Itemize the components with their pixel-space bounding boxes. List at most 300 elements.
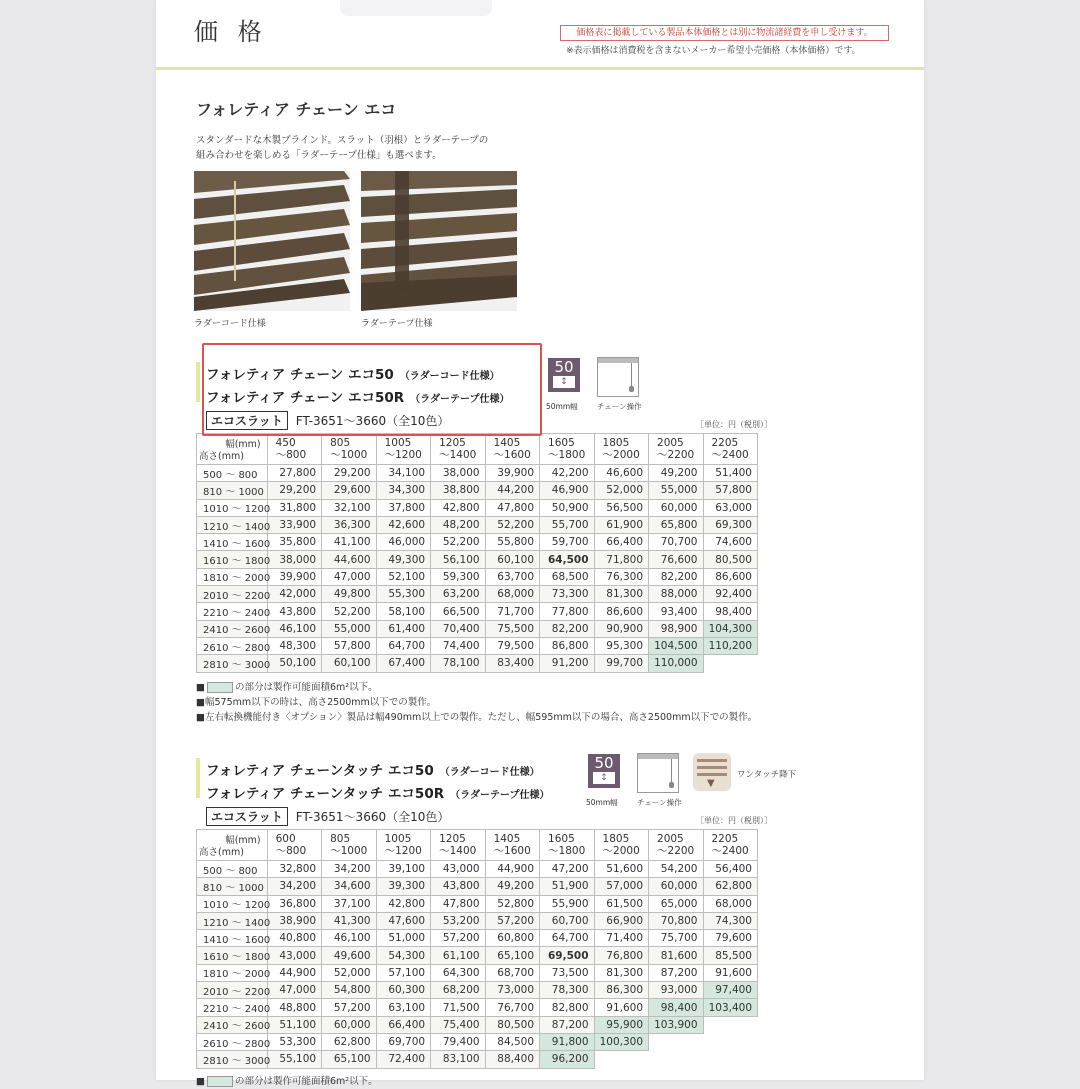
- price-cell: 63,000: [703, 499, 758, 516]
- table-row: [197, 930, 758, 947]
- price-cell: 71,400: [594, 930, 648, 947]
- width-column-header: 1005 ～1200: [376, 830, 430, 861]
- price-cell: 78,300: [540, 982, 594, 999]
- price-cell: 54,300: [376, 947, 430, 964]
- price-cell: 90,900: [594, 620, 648, 637]
- height-row-header: 2010 ～ 2200: [197, 982, 268, 999]
- price-cell: 99,700: [594, 655, 648, 672]
- price-cell: 91,600: [703, 964, 758, 981]
- page-title: 価 格: [194, 18, 268, 46]
- price-cell: 61,900: [594, 516, 648, 533]
- height-row-header: 810 ～ 1000: [197, 482, 268, 499]
- price-cell: 40,800: [267, 930, 321, 947]
- price-cell: 43,800: [431, 878, 485, 895]
- table-row: [197, 861, 758, 878]
- price-cell: 27,800: [267, 465, 321, 482]
- price-cell: 60,000: [649, 499, 703, 516]
- price-cell: 47,800: [485, 499, 539, 516]
- price-cell: 54,200: [649, 861, 703, 878]
- product2-line2-sub: （ラダーテープ仕様）: [450, 790, 550, 801]
- chain-icon-caption: チェーン操作: [637, 798, 682, 807]
- width-column-header: 1805 ～2000: [594, 434, 648, 465]
- price-cell: 79,400: [431, 1033, 485, 1050]
- price-cell: 73,300: [540, 586, 594, 603]
- price-cell: 52,200: [431, 534, 485, 551]
- price-cell: 52,000: [322, 964, 376, 981]
- price-cell: 60,800: [485, 930, 539, 947]
- price-cell: 57,800: [703, 482, 758, 499]
- slat-badge: エコスラット: [206, 807, 288, 826]
- icon-num: 50: [594, 754, 614, 772]
- height-row-header: 1210 ～ 1400: [197, 912, 268, 929]
- width-column-header: 805 ～1000: [322, 434, 376, 465]
- price-cell: 59,700: [540, 534, 594, 551]
- price-cell: 64,500: [540, 551, 594, 568]
- table-header-row: [197, 434, 758, 465]
- height-axis-label: 高さ(mm): [199, 847, 244, 858]
- header-divider: [156, 67, 924, 70]
- width-column-header: 1205 ～1400: [431, 830, 485, 861]
- table-row: [197, 499, 758, 516]
- price-cell: 42,200: [540, 465, 594, 482]
- price-cell: 59,300: [431, 568, 485, 585]
- price-cell: 84,500: [485, 1033, 539, 1050]
- price-cell: 42,800: [376, 895, 430, 912]
- width-icon-caption: 50mm幅: [586, 798, 618, 807]
- price-cell: 47,200: [540, 861, 594, 878]
- product1-notes: [196, 680, 757, 725]
- slat-code: FT-3651～3660（全10色）: [295, 810, 450, 824]
- price-cell: 46,100: [267, 620, 321, 637]
- price-cell: 54,800: [322, 982, 376, 999]
- price-cell: 51,900: [540, 878, 594, 895]
- height-row-header: 1010 ～ 1200: [197, 895, 268, 912]
- price-cell: 86,600: [594, 603, 648, 620]
- price-cell: 60,100: [485, 551, 539, 568]
- price-cell: 52,200: [485, 516, 539, 533]
- price-cell: 86,800: [540, 637, 594, 654]
- price-cell: 46,100: [322, 930, 376, 947]
- price-cell: 61,100: [431, 947, 485, 964]
- product2-name-tape: [206, 782, 550, 802]
- width-icon-caption: 50mm幅: [546, 402, 578, 411]
- width-column-header: 1405 ～1600: [485, 434, 539, 465]
- price-cell: 69,500: [540, 947, 594, 964]
- section-description: [196, 133, 488, 163]
- price-cell: 68,700: [485, 964, 539, 981]
- price-cell: 77,800: [540, 603, 594, 620]
- ladder-tape-photo: [361, 171, 517, 311]
- price-cell: 49,300: [376, 551, 430, 568]
- price-cell: [703, 655, 758, 672]
- price-cell: 104,300: [703, 620, 758, 637]
- price-cell: 79,500: [485, 637, 539, 654]
- price-cell: 49,200: [649, 465, 703, 482]
- height-row-header: 1210 ～ 1400: [197, 516, 268, 533]
- height-row-header: 500 ～ 800: [197, 861, 268, 878]
- price-cell: 55,000: [322, 620, 376, 637]
- price-cell: 86,300: [594, 982, 648, 999]
- price-cell: 60,000: [322, 1016, 376, 1033]
- table-row: [197, 637, 758, 654]
- touch-icon-caption: ワンタッチ降下: [737, 770, 797, 780]
- price-cell: 42,000: [267, 586, 321, 603]
- price-cell: 76,700: [485, 999, 539, 1016]
- price-cell: 55,300: [376, 586, 430, 603]
- price-cell: 38,800: [431, 482, 485, 499]
- price-cell: 75,400: [431, 1016, 485, 1033]
- height-row-header: 2410 ～ 2600: [197, 1016, 268, 1033]
- price-cell: 80,500: [485, 1016, 539, 1033]
- table-row: [197, 534, 758, 551]
- price-cell: 63,100: [376, 999, 430, 1016]
- price-cell: 60,700: [540, 912, 594, 929]
- note-option: ■左右転換機能付き〈オプション〉製品は幅490mm以上での製作。ただし、幅595mm以下の場合、高さ2500mm以下での製作。: [196, 712, 758, 723]
- slat-bar-shape: [697, 759, 727, 762]
- price-cell: 60,300: [376, 982, 430, 999]
- price-cell: 41,100: [322, 534, 376, 551]
- price-cell: 81,300: [594, 964, 648, 981]
- table-row: [197, 964, 758, 981]
- price-cell: 51,000: [376, 930, 430, 947]
- price-cell: 29,600: [322, 482, 376, 499]
- price-cell: [649, 1051, 703, 1068]
- price-cell: 52,100: [376, 568, 430, 585]
- product2-accent: [196, 758, 200, 798]
- width-column-header: 1805 ～2000: [594, 830, 648, 861]
- price-cell: 75,700: [649, 930, 703, 947]
- logistics-notice: 価格表に掲載している製品本体価格とは別に物流諸経費を申し受けます。: [560, 25, 889, 41]
- table-header-row: [197, 830, 758, 861]
- price-cell: 66,500: [431, 603, 485, 620]
- price-cell: 98,400: [649, 999, 703, 1016]
- price-cell: 57,200: [322, 999, 376, 1016]
- price-cell: 71,500: [431, 999, 485, 1016]
- price-cell: 64,300: [431, 964, 485, 981]
- price-cell: 55,000: [649, 482, 703, 499]
- width-column-header: 805 ～1000: [322, 830, 376, 861]
- table-row: [197, 516, 758, 533]
- price-cell: 63,700: [485, 568, 539, 585]
- chain-operation-icon: [597, 357, 639, 397]
- product1-accent: [196, 362, 200, 402]
- price-cell: 53,300: [267, 1033, 321, 1050]
- height-row-header: 2210 ～ 2400: [197, 603, 268, 620]
- price-cell: 29,200: [322, 465, 376, 482]
- price-cell: [703, 1033, 758, 1050]
- price-cell: 50,100: [267, 655, 321, 672]
- product2-line1: フォレティア チェーンタッチ エコ50: [206, 763, 434, 779]
- height-row-header: 1810 ～ 2000: [197, 964, 268, 981]
- price-cell: 68,500: [540, 568, 594, 585]
- price-cell: 46,000: [376, 534, 430, 551]
- price-cell: 51,400: [703, 465, 758, 482]
- price-cell: 68,200: [431, 982, 485, 999]
- width-column-header: 2205 ～2400: [703, 830, 758, 861]
- price-cell: 63,200: [431, 586, 485, 603]
- price-cell: 33,900: [267, 516, 321, 533]
- table-row: [197, 568, 758, 585]
- price-cell: 68,000: [485, 586, 539, 603]
- price-cell: 73,500: [540, 964, 594, 981]
- price-cell: 78,100: [431, 655, 485, 672]
- height-row-header: 2610 ～ 2800: [197, 637, 268, 654]
- table-row: [197, 982, 758, 999]
- table-row: [197, 947, 758, 964]
- price-cell: 61,500: [594, 895, 648, 912]
- table-row: [197, 586, 758, 603]
- width-50mm-icon: [548, 358, 580, 392]
- width-column-header: 2205 ～2400: [703, 434, 758, 465]
- product2-notes: [196, 1074, 378, 1089]
- price-cell: 55,700: [540, 516, 594, 533]
- width-column-header: 1605 ～1800: [540, 830, 594, 861]
- price-cell: 56,100: [431, 551, 485, 568]
- height-row-header: 1610 ～ 1800: [197, 551, 268, 568]
- icon-num: 50: [554, 358, 574, 376]
- price-cell: 76,800: [594, 947, 648, 964]
- note-text: の部分は製作可能面積6m²以下。: [234, 1076, 378, 1087]
- photo-caption-cord: ラダーコード仕様: [194, 319, 266, 329]
- height-row-header: 2810 ～ 3000: [197, 1051, 268, 1068]
- price-cell: 47,000: [267, 982, 321, 999]
- double-arrow-icon: ↕: [553, 376, 575, 388]
- height-row-header: 1010 ～ 1200: [197, 499, 268, 516]
- width-axis-label: 幅(mm): [225, 835, 261, 846]
- price-cell: 71,700: [485, 603, 539, 620]
- price-cell: 92,400: [703, 586, 758, 603]
- price-cell: 58,100: [376, 603, 430, 620]
- table-row: [197, 655, 758, 672]
- price-cell: 95,900: [594, 1016, 648, 1033]
- price-cell: 66,400: [376, 1016, 430, 1033]
- width-column-header: 1205 ～1400: [431, 434, 485, 465]
- desc-line: 組み合わせを楽しめる「ラダーテープ仕様」も選べます。: [196, 150, 442, 161]
- price-cell: 46,600: [594, 465, 648, 482]
- price-cell: 64,700: [376, 637, 430, 654]
- height-axis-label: 高さ(mm): [199, 451, 244, 462]
- price-cell: 65,000: [649, 895, 703, 912]
- price-cell: 95,300: [594, 637, 648, 654]
- price-cell: 65,100: [485, 947, 539, 964]
- price-cell: 88,000: [649, 586, 703, 603]
- width-column-header: 450 ～800: [267, 434, 321, 465]
- price-cell: 82,200: [540, 620, 594, 637]
- price-cell: 65,100: [322, 1051, 376, 1068]
- unit-label: ［単位：円（税別）］: [696, 816, 772, 825]
- height-row-header: 1410 ～ 1600: [197, 930, 268, 947]
- price-cell: 56,500: [594, 499, 648, 516]
- note-area: ■ の部分は製作可能面積6m²以下。: [196, 682, 378, 693]
- width-column-header: 1005 ～1200: [376, 434, 430, 465]
- price-cell: 50,900: [540, 499, 594, 516]
- width-column-header: 1605 ～1800: [540, 434, 594, 465]
- price-cell: 32,100: [322, 499, 376, 516]
- highlight-box: [202, 343, 542, 436]
- price-cell: 42,800: [431, 499, 485, 516]
- headrail-shape: [638, 754, 678, 759]
- ladder-cord-photo: [194, 171, 350, 311]
- price-cell: 49,800: [322, 586, 376, 603]
- height-row-header: 1810 ～ 2000: [197, 568, 268, 585]
- price-cell: 82,800: [540, 999, 594, 1016]
- price-cell: 110,200: [703, 637, 758, 654]
- table-row: [197, 1051, 758, 1068]
- green-legend-swatch: [207, 682, 233, 693]
- price-cell: 49,200: [485, 878, 539, 895]
- width-column-header: 600 ～800: [267, 830, 321, 861]
- table-row: [197, 603, 758, 620]
- price-cell: 64,700: [540, 930, 594, 947]
- price-cell: 48,300: [267, 637, 321, 654]
- product2-line1-sub: （ラダーコード仕様）: [439, 767, 540, 778]
- price-cell: 91,600: [594, 999, 648, 1016]
- tax-note: ※表示価格は消費税を含まないメーカー希望小売価格（本体価格）です。: [566, 46, 861, 56]
- slat-bar-shape: [697, 766, 727, 769]
- price-cell: 43,800: [267, 603, 321, 620]
- height-row-header: 500 ～ 800: [197, 465, 268, 482]
- price-cell: [649, 1033, 703, 1050]
- price-cell: 57,800: [322, 637, 376, 654]
- price-cell: 42,600: [376, 516, 430, 533]
- price-table-chain-touch-eco: [196, 829, 758, 1069]
- product2-slat: [206, 807, 449, 826]
- price-cell: 46,900: [540, 482, 594, 499]
- price-cell: 65,800: [649, 516, 703, 533]
- chain-shape: [671, 759, 672, 783]
- table-corner-cell: [197, 434, 268, 465]
- price-cell: 62,800: [322, 1033, 376, 1050]
- price-cell: 110,000: [649, 655, 703, 672]
- price-cell: 32,800: [267, 861, 321, 878]
- price-cell: 47,800: [431, 895, 485, 912]
- price-cell: 29,200: [267, 482, 321, 499]
- chain-knob-shape: [629, 386, 634, 392]
- price-cell: 79,600: [703, 930, 758, 947]
- table-row: [197, 878, 758, 895]
- price-cell: 97,400: [703, 982, 758, 999]
- width-column-header: 2005 ～2200: [649, 830, 703, 861]
- price-cell: 57,100: [376, 964, 430, 981]
- chain-knob-shape: [669, 782, 674, 788]
- note-text: の部分は製作可能面積6m²以下。: [234, 682, 378, 693]
- price-cell: 98,900: [649, 620, 703, 637]
- section-title: フォレティア チェーン エコ: [196, 100, 397, 119]
- price-cell: 44,200: [485, 482, 539, 499]
- price-cell: 56,400: [703, 861, 758, 878]
- height-row-header: 2410 ～ 2600: [197, 620, 268, 637]
- chain-shape: [631, 363, 632, 387]
- height-row-header: 2210 ～ 2400: [197, 999, 268, 1016]
- price-cell: 72,400: [376, 1051, 430, 1068]
- price-cell: 48,800: [267, 999, 321, 1016]
- price-cell: 74,600: [703, 534, 758, 551]
- price-cell: 81,600: [649, 947, 703, 964]
- price-cell: 57,200: [431, 930, 485, 947]
- product1-line2-sub: （ラダーテープ仕様）: [410, 394, 510, 405]
- price-cell: 48,200: [431, 516, 485, 533]
- double-arrow-icon: ↕: [593, 772, 615, 784]
- price-cell: 57,000: [594, 878, 648, 895]
- price-cell: 43,000: [267, 947, 321, 964]
- price-cell: 43,000: [431, 861, 485, 878]
- product1-line1: フォレティア チェーン エコ50: [206, 367, 394, 383]
- photo-caption-tape: ラダーテープ仕様: [361, 319, 433, 329]
- price-cell: 70,400: [431, 620, 485, 637]
- price-cell: 36,800: [267, 895, 321, 912]
- height-row-header: 1610 ～ 1800: [197, 947, 268, 964]
- width-column-header: 2005 ～2200: [649, 434, 703, 465]
- price-cell: 91,800: [540, 1033, 594, 1050]
- price-cell: 49,600: [322, 947, 376, 964]
- price-cell: 68,000: [703, 895, 758, 912]
- price-cell: 81,300: [594, 586, 648, 603]
- price-cell: 38,900: [267, 912, 321, 929]
- price-cell: 83,400: [485, 655, 539, 672]
- price-cell: 44,900: [267, 964, 321, 981]
- price-cell: 88,400: [485, 1051, 539, 1068]
- width-50mm-icon: [588, 754, 620, 788]
- price-cell: 83,100: [431, 1051, 485, 1068]
- product2-line2: フォレティア チェーンタッチ エコ50R: [206, 786, 445, 802]
- price-cell: 74,300: [703, 912, 758, 929]
- price-cell: 38,000: [431, 465, 485, 482]
- price-cell: 60,000: [649, 878, 703, 895]
- table-row: [197, 620, 758, 637]
- price-cell: [594, 1051, 648, 1068]
- top-tab: [340, 0, 492, 16]
- slat-badge: エコスラット: [206, 411, 288, 430]
- price-cell: 55,800: [485, 534, 539, 551]
- price-cell: 39,100: [376, 861, 430, 878]
- height-row-header: 2610 ～ 2800: [197, 1033, 268, 1050]
- price-cell: 57,200: [485, 912, 539, 929]
- height-row-header: 2810 ～ 3000: [197, 655, 268, 672]
- price-cell: 62,800: [703, 878, 758, 895]
- price-cell: 60,100: [322, 655, 376, 672]
- product2-name-cord: [206, 759, 540, 779]
- price-cell: 91,200: [540, 655, 594, 672]
- down-arrow-icon: ▼: [707, 778, 715, 789]
- price-cell: 34,200: [322, 861, 376, 878]
- price-cell: 66,900: [594, 912, 648, 929]
- price-cell: [703, 1051, 758, 1068]
- product1-line2: フォレティア チェーン エコ50R: [206, 390, 405, 406]
- slat-bar-shape: [697, 773, 727, 776]
- table-corner-cell: [197, 830, 268, 861]
- unit-label: ［単位：円（税別）］: [696, 420, 772, 429]
- price-cell: 74,400: [431, 637, 485, 654]
- price-cell: 31,800: [267, 499, 321, 516]
- price-cell: 66,400: [594, 534, 648, 551]
- catalog-page: [156, 0, 924, 1087]
- price-cell: 34,100: [376, 465, 430, 482]
- price-cell: 39,900: [267, 568, 321, 585]
- desc-line: スタンダードな木製ブラインド。スラット（羽根）とラダーテープの: [196, 135, 489, 146]
- price-cell: [703, 1016, 758, 1033]
- price-cell: 52,800: [485, 895, 539, 912]
- price-cell: 51,600: [594, 861, 648, 878]
- chain-icon-caption: チェーン操作: [597, 402, 642, 411]
- price-cell: 44,900: [485, 861, 539, 878]
- price-cell: 53,200: [431, 912, 485, 929]
- price-cell: 37,100: [322, 895, 376, 912]
- price-cell: 76,600: [649, 551, 703, 568]
- price-cell: 47,600: [376, 912, 430, 929]
- price-cell: 34,600: [322, 878, 376, 895]
- height-row-header: 810 ～ 1000: [197, 878, 268, 895]
- price-cell: 70,700: [649, 534, 703, 551]
